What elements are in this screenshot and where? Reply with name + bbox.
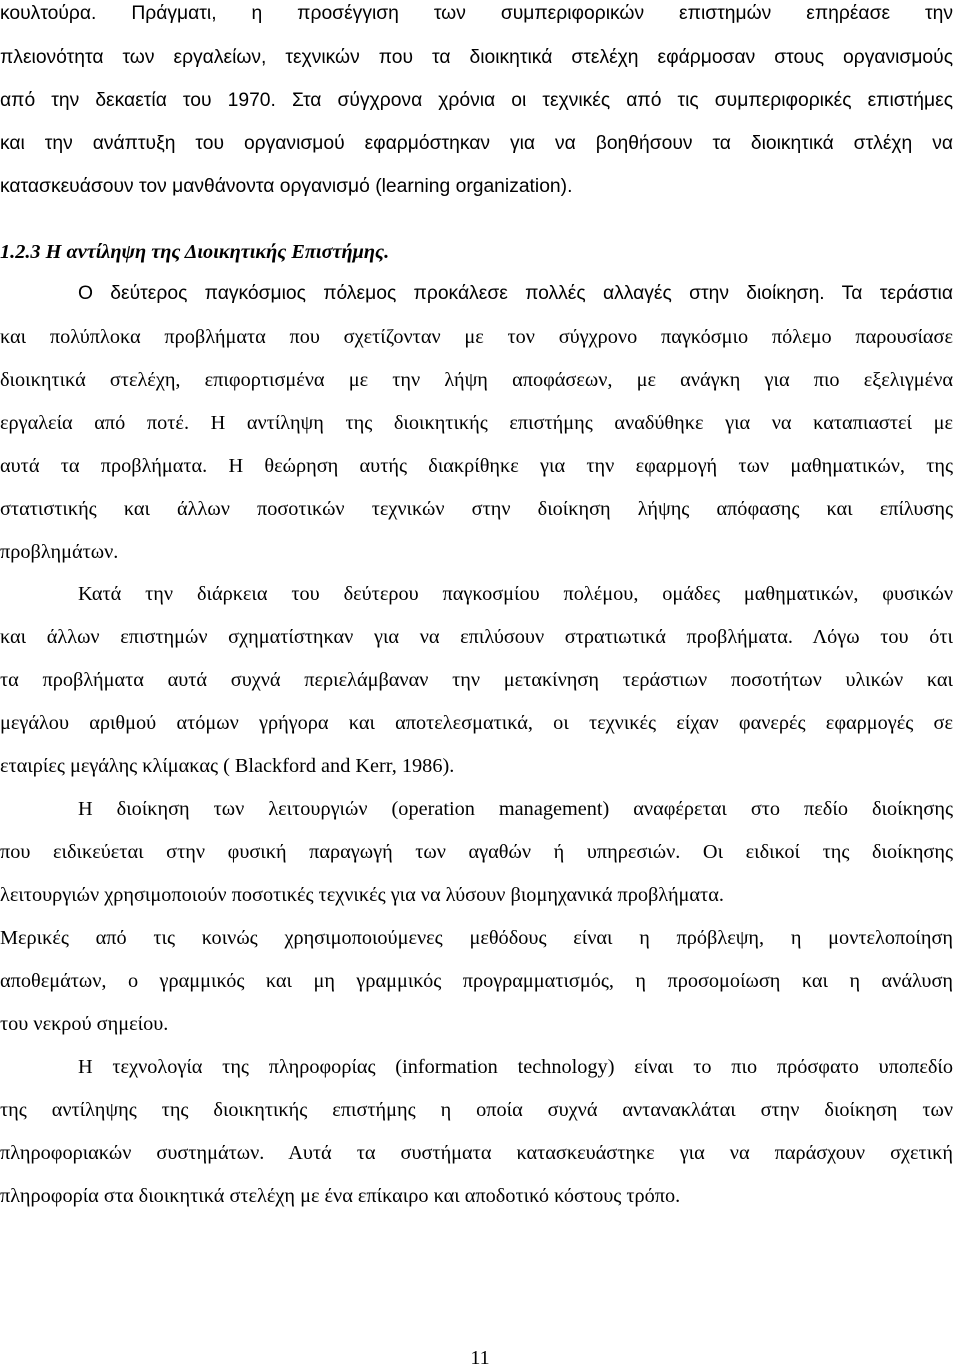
text-line: Μερικές από τις κοινώς χρησιμοποιούμενες μεθόδους είναι η πρόβλεψη, η μοντελοποίηση [0,927,953,949]
text-line: του νεκρού σημείου. [0,1013,169,1035]
text-line: εταιρίες μεγάλης κλίμακας ( Blackford and Kerr, 1986). [0,755,455,777]
text-line: της αντίληψης της διοικητικής επιστήμης η οποία συχνά αντανακλάται στην διοίκηση των [0,1099,953,1121]
text-line: Ο δεύτερος παγκόσμιος πόλεμος προκάλεσε πολλές αλλαγές στην διοίκηση. Τα τεράστια [78,283,953,304]
text-line: πληροφορία στα διοικητικά στελέχη με ένα επίκαιρο και αποδοτικό κόστους τρόπο. [0,1185,681,1207]
text-line: και άλλων επιστημών σχηματίστηκαν για να επιλύσουν στρατιωτικά προβλήματα. Λόγω του ότι [0,626,953,648]
text-line: στατιστικής και άλλων ποσοτικών τεχνικών στην διοίκηση λήψης απόφασης και επίλυσης [0,498,953,520]
text-line: εργαλεία από ποτέ. Η αντίληψη της διοικητικής επιστήμης αναδύθηκε για να καταπιαστεί με [0,412,953,434]
text-line: Η διοίκηση των λειτουργιών (operation management) αναφέρεται στο πεδίο διοίκησης [78,798,953,820]
text-line: κατασκευάσουν τον μανθάνοντα οργανισμό (learning organization). [0,176,573,197]
text-line: λειτουργιών χρησιμοποιούν ποσοτικές τεχνικές για να λύσουν βιομηχανικά προβλήματα. [0,884,724,906]
page-number: 11 [470,1347,490,1369]
text-line: προβλημάτων. [0,541,119,563]
text-line: και την ανάπτυξη του οργανισμού εφαρμόστηκαν για να βοηθήσουν τα διοικητικά στλέχη να [0,133,953,154]
text-line: Η τεχνολογία της πληροφορίας (information technology) είναι το πιο πρόσφατο υποπεδίο [78,1056,953,1078]
text-line: αποθεμάτων, ο γραμμικός και μη γραμμικός προγραμματισμός, η προσομοίωση και η ανάλυση [0,970,953,992]
text-line: κουλτούρα. Πράγματι, η προσέγγιση των συμπεριφορικών επιστημών επηρέασε την [0,3,953,24]
text-line: και πολύπλοκα προβλήματα που σχετίζονταν με τον σύγχρονο παγκόσμιο πόλεμο παρουσίασε [0,326,953,348]
text-line: που ειδικεύεται στην φυσική παραγωγή των αγαθών ή υπηρεσιών. Οι ειδικοί της διοίκησης [0,841,953,863]
text-line: Κατά την διάρκεια του δεύτερου παγκοσμίου πολέμου, ομάδες μαθηματικών, φυσικών [78,583,953,605]
text-line: διοικητικά στελέχη, επιφορτισμένα με την λήψη αποφάσεων, με ανάγκη για πιο εξελιγμένα [0,369,953,391]
text-line: αυτά τα προβλήματα. Η θεώρηση αυτής διακρίθηκε για την εφαρμογή των μαθηματικών, της [0,455,953,477]
text-line: μεγάλου αριθμού ατόμων γρήγορα και αποτελεσματικά, οι τεχνικές είχαν φανερές εφαρμογές σε [0,712,953,734]
text-line: τα προβλήματα αυτά συχνά περιελάμβαναν την μετακίνηση τεράστιων ποσοτήτων υλικών και [0,669,953,691]
text-line: από την δεκαετία του 1970. Στα σύγχρονα χρόνια οι τεχνικές από τις συμπεριφορικές επιστήμες [0,90,953,111]
text-line: πλειονότητα των εργαλείων, τεχνικών που τα διοικητικά στελέχη εφάρμοσαν στους οργανισμούς [0,47,953,68]
text-line: πληροφοριακών συστημάτων. Αυτά τα συστήματα κατασκευάστηκε για να παράσχουν σχετική [0,1142,953,1164]
section-heading: 1.2.3 Η αντίληψη της Διοικητικής Επιστήμης. [0,241,390,263]
